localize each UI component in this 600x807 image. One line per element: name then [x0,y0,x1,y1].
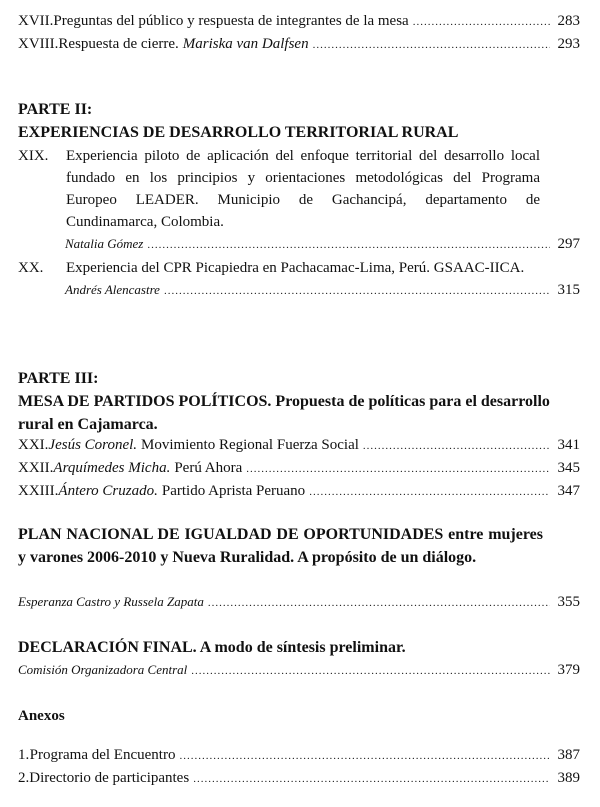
part3-title-main: MESA DE PARTIDOS POLÍTICOS. [18,393,272,410]
entry-number: XVII. [18,13,54,29]
page-number: 341 [557,437,580,453]
entry-title: Respuesta de cierre. [58,36,179,52]
entry-number: XX. [18,260,44,276]
part2-title: EXPERIENCIAS DE DESARROLLO TERRITORIAL RURAL [18,124,459,141]
part3-title [18,390,558,436]
dot-leader [164,280,550,302]
entry-title: Perú Ahora [174,460,243,476]
dot-leader [309,481,550,503]
entry-number: XXIII. [18,483,59,499]
toc-entry-plan [18,591,580,614]
page-number: 379 [557,662,580,678]
entry-author: Jesús Coronel. [48,437,138,453]
entry-author: Comisión Organizadora Central [18,662,188,677]
dot-leader [313,34,550,56]
entry-number: XXI. [18,437,49,453]
entry-title: Preguntas del público y respuesta de integrantes de la mesa [53,13,409,29]
dot-leader [246,458,550,480]
entry-author: Natalia Gómez [65,236,144,251]
anexos-heading: Anexos [18,708,65,724]
page-number: 389 [557,770,580,786]
entry-author: Ántero Cruzado. [58,483,158,499]
dot-leader [191,660,550,682]
toc-entry-xix [18,145,580,256]
dot-leader [179,745,550,767]
toc-entry-xx [18,257,580,302]
entry-number: 1. [18,747,30,763]
toc-entry-declaracion [18,659,580,682]
entry-title: Experiencia del CPR Picapiedra en Pachacamac-Lima, Perú. GSAAC-IICA. [66,260,525,276]
entry-title: Experiencia piloto de aplicación del enfoque territorial del desarrollo local fundado en los principios y orientaciones metodológicas del Programa Europeo LEADER. Municipio de Gachancipá, departamento de Cundinamarca, Colombia. [66,148,540,230]
part3-title-rest: Propuesta de políticas para el desarrollo rural en Cajamarca. [18,393,550,433]
dot-leader [413,11,550,33]
toc-entry-xvii [18,10,580,33]
page-number: 345 [557,460,580,476]
entry-number: 2. [18,770,30,786]
entry-number: XXII. [18,460,54,476]
page-number: 293 [557,36,580,52]
entry-author: Arquímedes Micha. [53,460,171,476]
page-number: 297 [557,236,580,252]
entry-title: Movimiento Regional Fuerza Social [141,437,359,453]
page-number: 347 [557,483,580,499]
toc-entry-xxii [18,457,580,480]
entry-title: Directorio de participantes [29,770,190,786]
entry-number: XIX. [18,148,49,164]
dot-leader [147,234,550,256]
part3-label: PARTE III: [18,370,99,387]
page-number: 283 [557,13,580,29]
toc-entry-xviii [18,33,580,56]
part2-label: PARTE II: [18,101,93,118]
entry-author: Andrés Alencastre [65,282,160,297]
entry-author: Mariska van Dalfsen [182,36,309,52]
dot-leader [193,768,550,790]
entry-title: Partido Aprista Peruano [161,483,306,499]
entry-title: Programa del Encuentro [29,747,176,763]
page-number: 355 [557,594,580,610]
plan-title: PLAN NACIONAL DE IGUALDAD DE OPORTUNIDADES entre mujeres y varones 2006-2010 y Nueva Ruralidad. A propósito de un diálogo. [18,526,543,566]
dot-leader [363,435,550,457]
dot-leader [208,592,550,614]
toc-entry-xxi [18,434,580,457]
toc-entry-xxiii [18,480,580,503]
entry-author: Esperanza Castro y Russela Zapata [18,594,204,609]
entry-number: XVIII. [18,36,59,52]
page-number: 315 [557,282,580,298]
page-number: 387 [557,747,580,763]
toc-entry-anexo-2 [18,767,580,790]
declaracion-title: DECLARACIÓN FINAL. A modo de síntesis preliminar. [18,639,406,656]
toc-entry-anexo-1 [18,744,580,767]
